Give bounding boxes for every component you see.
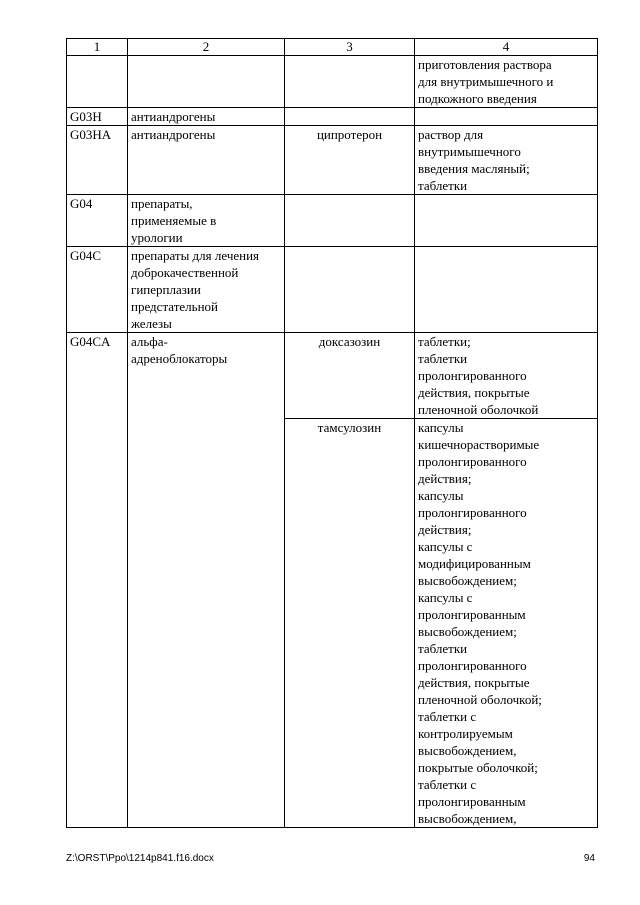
drug-cell [285,108,415,126]
atc-code-cell: G03HA [67,126,128,195]
atc-code-cell: G04CA [67,333,128,828]
drug-cell: ципротерон [285,126,415,195]
group-cell [128,56,285,108]
atc-code-cell: G04C [67,247,128,333]
page-number: 94 [583,853,595,864]
group-cell: антиандрогены [128,108,285,126]
column-header-3: 3 [285,39,415,56]
drug-cell: тамсулозин [285,419,415,828]
drug-cell [285,195,415,247]
column-header-1: 1 [67,39,128,56]
column-header-2: 2 [128,39,285,56]
atc-code-cell [67,56,128,108]
column-header-4: 4 [415,39,598,56]
drug-cell: доксазозин [285,333,415,419]
forms-cell [415,108,598,126]
forms-cell [415,195,598,247]
forms-cell: приготовления раствора для внутримышечного и подкожного введения [415,56,598,108]
table-row [67,56,598,108]
table-row [67,108,598,126]
atc-code-cell: G03H [67,108,128,126]
forms-cell [415,247,598,333]
drug-cell [285,56,415,108]
table-row [67,333,598,419]
header-row [67,39,598,56]
group-cell: препараты, применяемые в урологии [128,195,285,247]
footer-file-path: Z:\ORST\Ppo\1214p841.f16.docx [66,853,214,864]
group-cell: антиандрогены [128,126,285,195]
drug-table [66,38,598,828]
forms-cell: таблетки; таблетки пролонгированного действия, покрытые пленочной оболочкой [415,333,598,419]
forms-cell: раствор для внутримышечного введения масляный; таблетки [415,126,598,195]
table-row [67,126,598,195]
table-row [67,195,598,247]
drug-cell [285,247,415,333]
group-cell: альфа- адреноблокаторы [128,333,285,828]
atc-code-cell: G04 [67,195,128,247]
table-row [67,247,598,333]
group-cell: препараты для лечения доброкачественной гиперплазии предстательной железы [128,247,285,333]
forms-cell: капсулы кишечнорастворимые пролонгированного действия; капсулы пролонгированного действия; капсулы с модифицированным высвобождением; капсулы с пролонгированным высвобождением; таблетки пролонгированного действия, покрытые пленочной оболочкой; таблетки с контролируемым высвобождением, покрытые оболочкой; таблетки с пролонгированным высвобождением, [415,419,598,828]
